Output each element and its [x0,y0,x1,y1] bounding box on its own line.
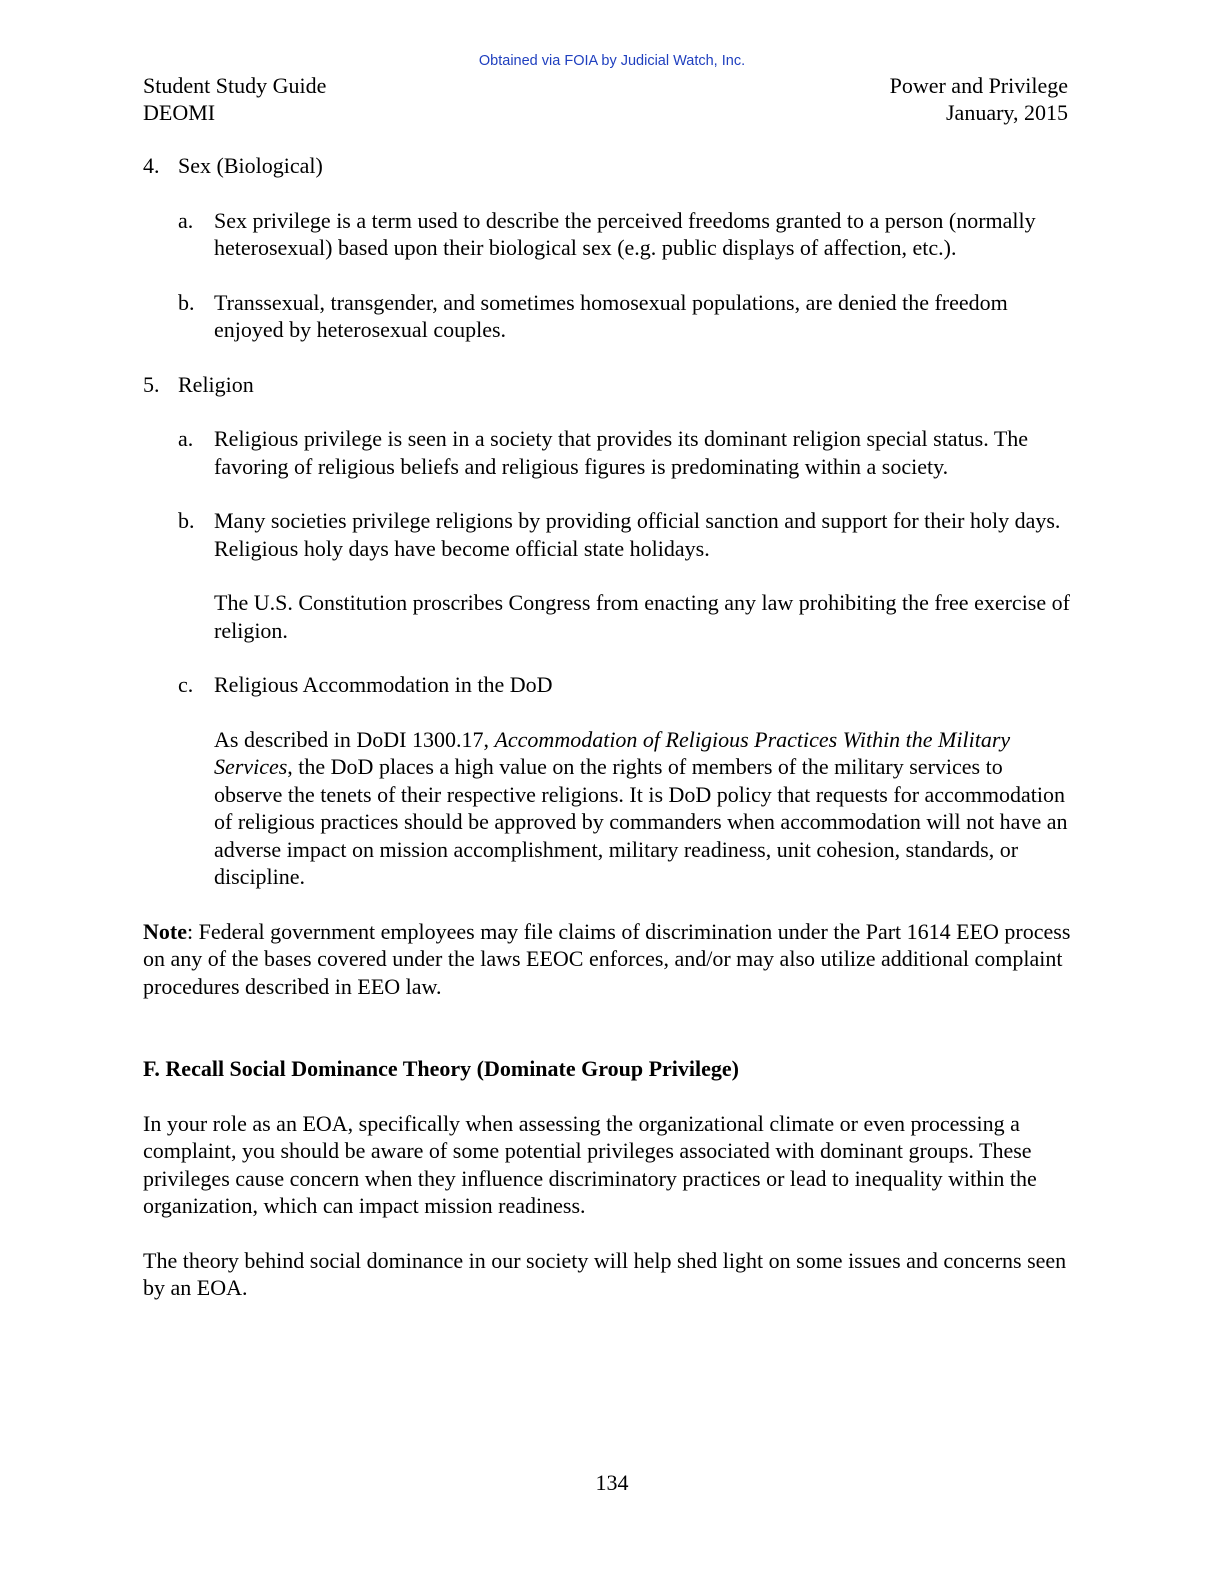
header-right [890,72,1068,126]
note-label: Note [143,918,187,944]
header-doc-title: Student Study Guide [143,73,327,98]
header-org: DEOMI [143,100,216,125]
foia-stamp: Obtained via FOIA by Judicial Watch, Inc. [478,53,746,69]
list-marker: b. [178,289,195,315]
note-paragraph [143,918,1073,1001]
note-text: : Federal government employees may file claims of discrimination under the Part 1614 EEO process on any of the bases covered under the laws EEOC enforces, and/or may also utilize additional complaint procedures described in EEO law. [143,918,1071,999]
section-4b [143,289,1073,344]
section-f-heading: F. Recall Social Dominance Theory (Dominate Group Privilege) [143,1056,739,1081]
section-5b-para2-text: The U.S. Constitution proscribes Congress from enacting any law prohibiting the free exercise of religion. [214,590,1070,643]
section-5c-para-text [143,726,1073,891]
section-4a [143,207,1073,262]
document-body [143,152,1073,1302]
section-5b-text: Many societies privilege religions by providing official sanction and support for their holy days. Religious holy days have become official state holidays. [214,508,1061,561]
section-5 [143,371,1073,399]
list-number: 4. [143,153,160,178]
list-marker: b. [178,508,195,533]
section-5c [143,671,1073,699]
section-4a-text: Sex privilege is a term used to describe the perceived freedoms granted to a person (normally heterosexual) based upon their biological sex (e.g. public displays of affection, etc.). [214,207,1036,260]
section-f-para2: The theory behind social dominance in our society will help shed light on some issues and concerns seen by an EOA. [143,1247,1067,1300]
section-5a-text: Religious privilege is seen in a society that provides its dominant religion special status. The favoring of religious beliefs and religious figures is predominating within a society. [214,426,1029,479]
section-5c-title: Religious Accommodation in the DoD [214,672,553,697]
list-number: 5. [143,371,160,397]
section-4-title: Sex (Biological) [178,153,323,178]
header-date: January, 2015 [946,100,1068,125]
page-number: 134 [595,1470,629,1495]
section-4 [143,152,1073,180]
dodi-title: Accommodation of Religious Practices Within the Military Services [214,726,1011,779]
section-4b-text: Transsexual, transgender, and sometimes homosexual populations, are denied the freedom enjoyed by heterosexual couples. [214,289,1008,342]
list-marker: a. [178,426,194,451]
list-marker: c. [178,672,194,697]
header-left [143,72,326,126]
list-marker: a. [178,207,194,233]
para-post: , the DoD places a high value on the rights of members of the military services to observe the tenets of their respective religions. It is DoD policy that requests for accommodation of religious practices should be approved by commanders when accommodation will not have an adverse impact on mission accomplishment, military readiness, unit cohesion, standards, or discipline. [214,754,1068,889]
section-5b-para2 [143,589,1073,644]
para-pre: As described in DoDI 1300.17, [214,726,495,752]
header-section-title: Power and Privilege [889,73,1068,98]
section-f-para1: In your role as an EOA, specifically when assessing the organizational climate or even processing a complaint, you should be aware of some potential privileges associated with dominant groups. These privileges cause concern when they influence discriminatory practices or lead to inequality within the organization, which can impact mission readiness. [143,1110,1037,1218]
section-5a [143,425,1073,480]
section-5b [143,507,1073,562]
section-5-title: Religion [178,371,254,397]
section-5c-para [143,726,1073,891]
